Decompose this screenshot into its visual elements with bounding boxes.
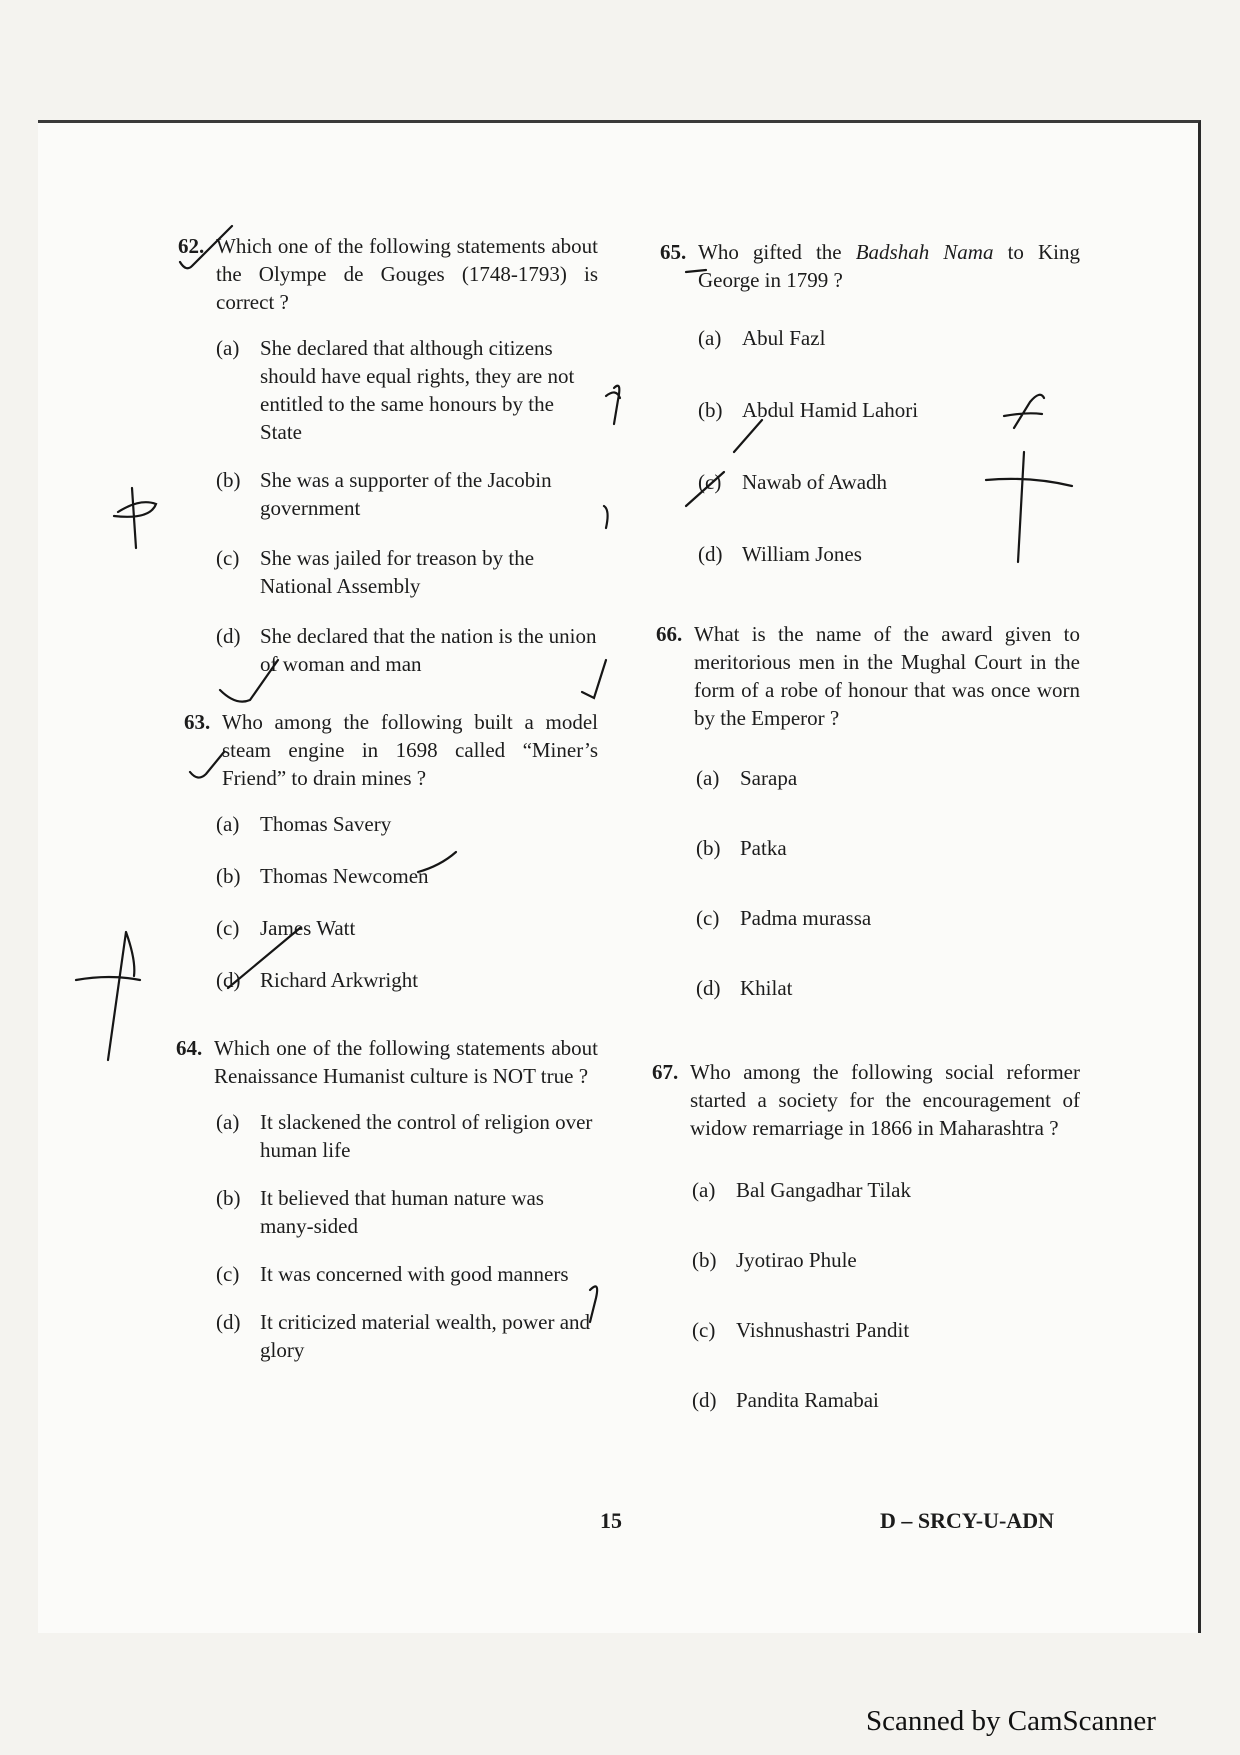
- question-text: Who among the following built a model steam engine in 1698 called “Miner’s Friend” to drain mines ?: [222, 710, 598, 790]
- question-number: 67.: [652, 1060, 679, 1084]
- option-b: (b) Patka: [696, 836, 787, 860]
- option-d: (d) Khilat: [696, 976, 793, 1000]
- question-text: Which one of the following statements about the Olympe de Gouges (1748-1793) is correct ?: [216, 234, 598, 314]
- question-text: Who gifted the Badshah Nama to King George in 1799 ?: [698, 240, 1080, 292]
- question-number: 64.: [176, 1036, 203, 1060]
- page-number: 15: [600, 1508, 622, 1533]
- option-d: (d) She declared that the nation is the union of woman and man: [216, 624, 597, 676]
- question-number: 66.: [656, 622, 683, 646]
- option-c: (c) Padma murassa: [696, 906, 872, 930]
- left-column: [178, 232, 598, 1364]
- option-d: (d) William Jones: [698, 542, 862, 566]
- question-63: [178, 708, 598, 994]
- option-c: (c) Vishnushastri Pandit: [692, 1318, 910, 1342]
- scanner-watermark: Scanned by CamScanner: [866, 1705, 1156, 1737]
- question-text: Which one of the following statements about Renaissance Humanist culture is NOT true ?: [214, 1036, 598, 1088]
- option-a: (a) Thomas Savery: [216, 812, 392, 836]
- option-d: (d) It criticized material wealth, power and glory: [216, 1310, 591, 1362]
- option-c: (c) She was jailed for treason by the National Assembly: [216, 546, 535, 598]
- paper-code: D – SRCY-U-ADN: [880, 1508, 1054, 1533]
- option-a: (a) She declared that although citizens should have equal rights, they are not entitled to the same honours by the State: [216, 336, 575, 444]
- question-number: 65.: [660, 240, 687, 264]
- option-c: (c) Nawab of Awadh: [698, 470, 888, 494]
- question-number: 63.: [184, 710, 211, 734]
- option-b: (b) Abdul Hamid Lahori: [698, 398, 919, 422]
- right-column: [652, 238, 1080, 1414]
- option-b: (b) Jyotirao Phule: [692, 1248, 857, 1272]
- question-66: [656, 620, 1080, 1002]
- question-65: [660, 238, 1080, 568]
- question-62: [178, 232, 598, 678]
- option-a: (a) Bal Gangadhar Tilak: [692, 1178, 911, 1202]
- option-b: (b) She was a supporter of the Jacobin government: [216, 468, 552, 520]
- option-c: (c) It was concerned with good manners: [216, 1262, 569, 1286]
- question-64: [178, 1034, 598, 1364]
- question-67: [652, 1058, 1080, 1414]
- option-c: (c) James Watt: [216, 916, 356, 940]
- option-a: (a) It slackened the control of religion over human life: [216, 1110, 593, 1162]
- question-number: 62.: [178, 234, 205, 258]
- option-b: (b) Thomas Newcomen: [216, 864, 429, 888]
- question-text: What is the name of the award given to meritorious men in the Mughal Court in the form of a robe of honour that was once worn by the Emperor ?: [694, 622, 1080, 730]
- option-a: (a) Abul Fazl: [698, 326, 826, 350]
- question-text: Who among the following social reformer started a society for the encouragement of widow remarriage in 1866 in Maharashtra ?: [690, 1060, 1080, 1140]
- option-b: (b) It believed that human nature was many-sided: [216, 1186, 544, 1238]
- option-a: (a) Sarapa: [696, 766, 798, 790]
- option-d: (d) Pandita Ramabai: [692, 1388, 879, 1412]
- option-d: (d) Richard Arkwright: [216, 968, 419, 992]
